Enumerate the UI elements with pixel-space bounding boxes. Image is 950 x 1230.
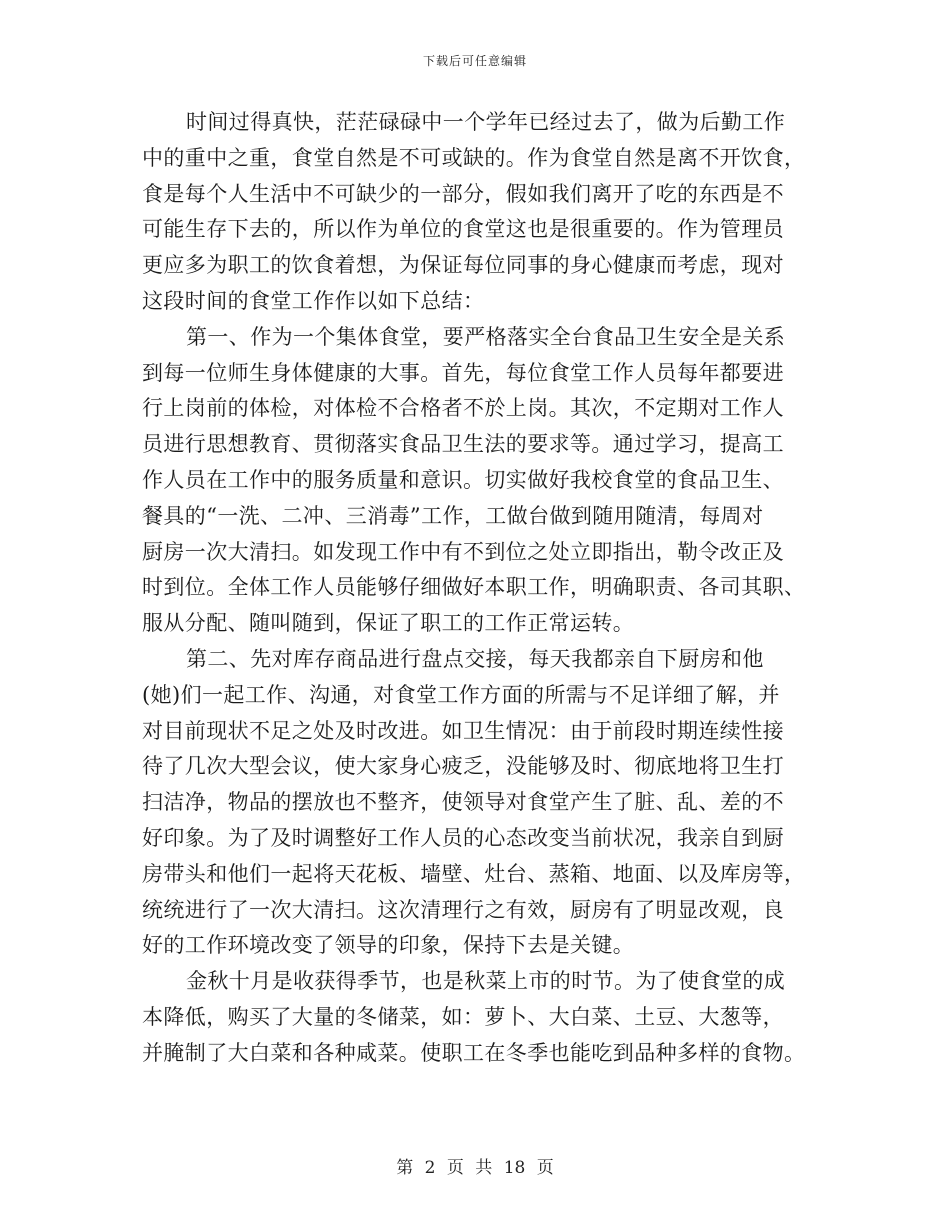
text-line: 好的工作环境改变了领导的印象，保持下去是关键。 bbox=[142, 933, 635, 958]
text-line: 第二、先对库存商品进行盘点交接，每天我都亲自下厨房和他 bbox=[186, 646, 764, 671]
document-body bbox=[142, 105, 810, 1072]
text-line: 作人员在工作中的服务质量和意识。切实做好我校食堂的食品卫生、 bbox=[142, 467, 784, 492]
text-line: 第一、作为一个集体食堂，要严格落实全台食品卫生安全是关系 bbox=[186, 324, 786, 349]
text-line: 到每一位师生身体健康的大事。首先，每位食堂工作人员每年都要进 bbox=[142, 360, 784, 385]
text-line: 中的重中之重，食堂自然是不可或缺的。作为食堂自然是离不开饮食， bbox=[142, 145, 806, 170]
text-line: 厨房一次大清扫。如发现工作中有不到位之处立即指出，勒令改正及 bbox=[142, 539, 784, 564]
text-line: 员进行思想教育、贯彻落实食品卫生法的要求等。通过学习，提高工 bbox=[142, 432, 784, 457]
page-header: 下载后可任意编辑 bbox=[422, 54, 527, 68]
text-line: 餐具的“一洗、二冲、三消毒”工作，工做台做到随用随清，每周对 bbox=[142, 503, 764, 528]
text-line: 待了几次大型会议，使大家身心疲乏，没能够及时、彻底地将卫生打 bbox=[142, 754, 784, 779]
page-footer: 第 2 页 共 18 页 bbox=[396, 1158, 554, 1178]
text-line: 更应多为职工的饮食着想，为保证每位同事的身心健康而考虑，现对 bbox=[142, 253, 784, 278]
text-line: 时到位。全体工作人员能够仔细做好本职工作，明确职责、各司其职、 bbox=[142, 575, 806, 600]
text-line: 行上岗前的体检，对体检不合格者不於上岗。其次，不定期对工作人 bbox=[142, 396, 784, 421]
text-line: 并腌制了大白菜和各种咸菜。使职工在冬季也能吃到品种多样的食物。 bbox=[142, 1040, 806, 1065]
text-line: (她)们一起工作、沟通，对食堂工作方面的所需与不足详细了解，并 bbox=[142, 682, 780, 707]
text-line: 食是每个人生活中不可缺少的一部分，假如我们离开了吃的东西是不 bbox=[142, 181, 784, 206]
text-line: 金秋十月是收获得季节，也是秋菜上市的时节。为了使食堂的成 bbox=[186, 969, 786, 994]
text-line: 扫洁净，物品的摆放也不整齐，使领导对食堂产生了脏、乱、差的不 bbox=[142, 790, 784, 815]
text-line: 这段时间的食堂工作作以如下总结： bbox=[142, 288, 485, 313]
text-line: 统统进行了一次大清扫。这次清理行之有效，厨房有了明显改观，良 bbox=[142, 897, 784, 922]
text-line: 本降低，购买了大量的冬储菜，如：萝卜、大白菜、土豆、大葱等， bbox=[142, 1004, 784, 1029]
text-line: 对目前现状不足之处及时改进。如卫生情况：由于前段时期连续性接 bbox=[142, 718, 784, 743]
text-line: 好印象。为了及时调整好工作人员的心态改变当前状况，我亲自到厨 bbox=[142, 825, 784, 850]
text-line: 房带头和他们一起将天花板、墙壁、灶台、蒸箱、地面、以及库房等， bbox=[142, 861, 806, 886]
text-line: 服从分配、随叫随到，保证了职工的工作正常运转。 bbox=[142, 611, 635, 636]
text-line: 可能生存下去的，所以作为单位的食堂这也是很重要的。作为管理员 bbox=[142, 217, 784, 242]
text-line: 时间过得真快，茫茫碌碌中一个学年已经过去了，做为后勤工作 bbox=[186, 110, 786, 134]
